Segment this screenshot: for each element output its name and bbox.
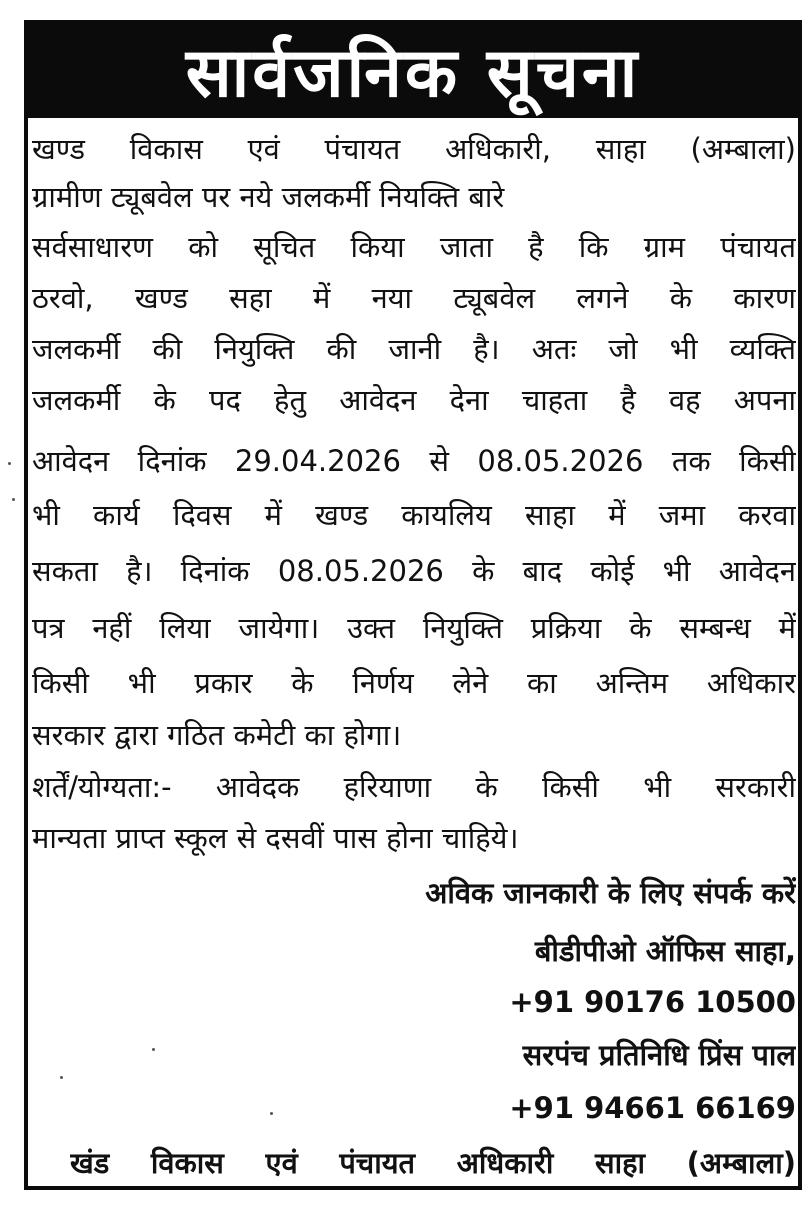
print-speck [8, 462, 11, 465]
body-line-3: जलकर्मी की नियुक्ति की जानी है। अतः जो भी व्यक्ति [32, 332, 796, 366]
body-line-4: जलकर्मी के पद हेतु आवेदन देना चाहता है वह अपना [32, 383, 796, 417]
print-speck [270, 1112, 273, 1115]
body-line-10: सरकार द्वारा गठित कमेटी का होगा। [32, 718, 402, 752]
issuer-line: खण्ड विकास एवं पंचायत अधिकारी, साहा (अम्बाला) [32, 132, 796, 166]
notice-headline: सार्वजनिक सूचना [24, 20, 802, 118]
body-line-5: आवेदन दिनांक 29.04.2026 से 08.05.2026 तक किसी [32, 444, 796, 478]
subject-line: ग्रामीण ट्यूबवेल पर नये जलकर्मी नियक्ति बारे [32, 180, 505, 214]
body-line-6: भी कार्य दिवस में खण्ड कायलिय साहा में जमा करवा [32, 498, 796, 532]
body-line-8: पत्र नहीं लिया जायेगा। उक्त नियुक्ति प्रक्रिया के सम्बन्ध में [32, 611, 796, 645]
contact-intro: अविक जानकारी के लिए संपर्क करें [425, 876, 796, 910]
body-line-1: सर्वसाधारण को सूचित किया जाता है कि ग्राम पंचायत [32, 230, 796, 264]
signature-line: खंड विकास एवं पंचायत अधिकारी साहा (अम्बाला) [70, 1146, 796, 1180]
contact-sarpanch: सरपंच प्रतिनिधि प्रिंस पाल [522, 1038, 796, 1072]
body-line-2: ठरवो, खण्ड सहा में नया ट्यूबवेल लगने के कारण [32, 281, 796, 315]
contact-sarpanch-phone: +91 94661 66169 [509, 1091, 796, 1125]
contact-office: बीडीपीओ ऑफिस साहा, [534, 934, 796, 968]
contact-office-phone: +91 90176 10500 [509, 985, 796, 1019]
print-speck [60, 1076, 63, 1079]
eligibility-line-1: शर्तें/योग्यता:- आवेदक हरियाणा के किसी भी सरकारी [32, 770, 796, 804]
print-speck [12, 498, 15, 501]
eligibility-line-2: मान्यता प्राप्त स्कूल से दसवीं पास होना चाहिये। [32, 821, 519, 855]
body-line-7: सकता है। दिनांक 08.05.2026 के बाद कोई भी आवेदन [32, 554, 796, 588]
body-line-9: किसी भी प्रकार के निर्णय लेने का अन्तिम अधिकार [32, 666, 796, 700]
print-speck [152, 1048, 155, 1051]
